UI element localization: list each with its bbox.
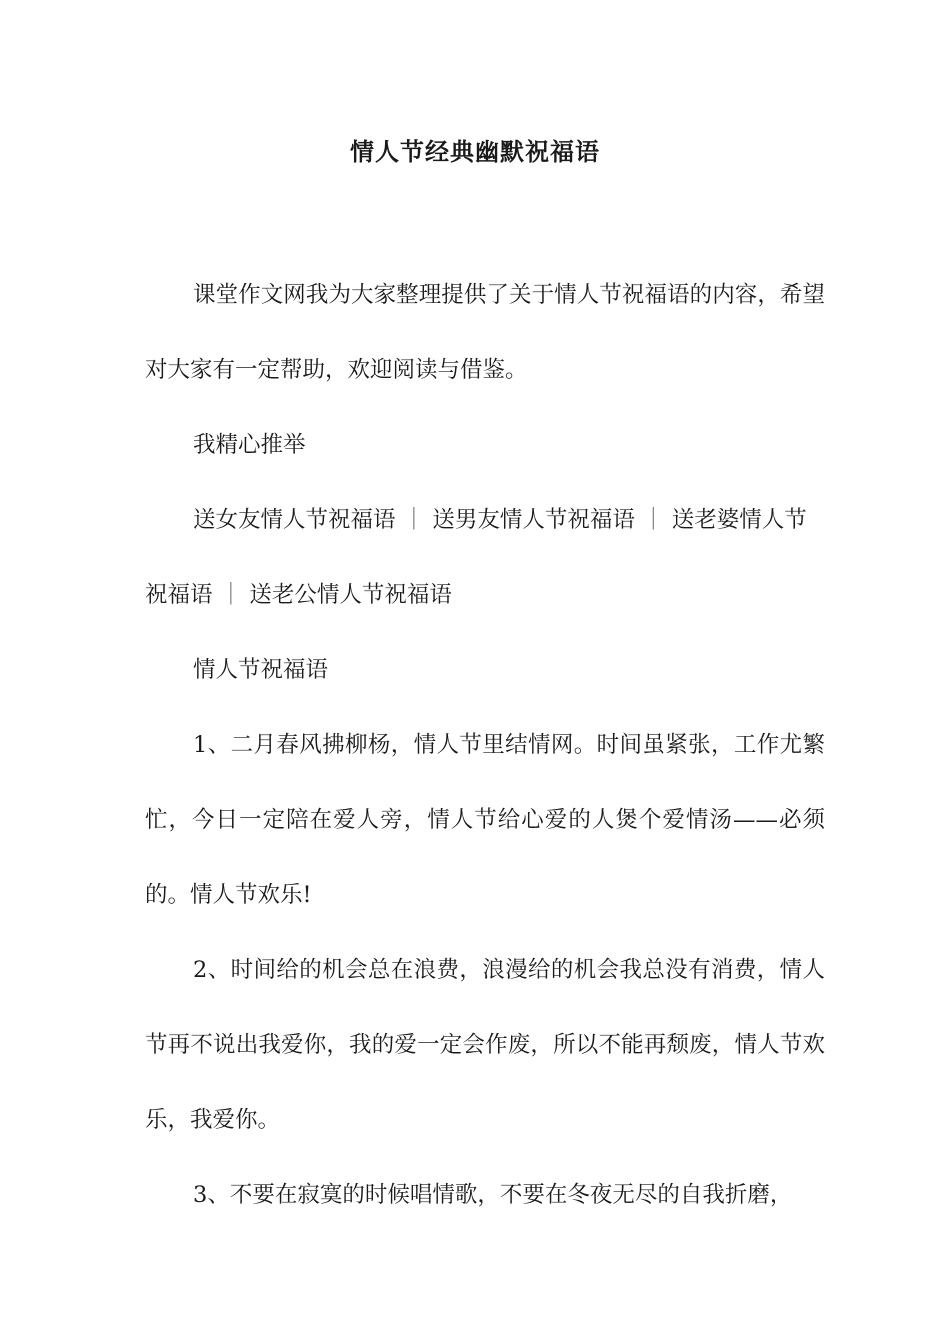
- document-title: 情人节经典幽默祝福语: [350, 137, 600, 166]
- link-boyfriend-wishes[interactable]: 送男友情人节祝福语: [432, 507, 635, 533]
- link-separator: ｜: [219, 582, 243, 608]
- link-wife-wishes[interactable]: 送老婆情人节祝福语: [145, 507, 807, 608]
- wish-item-1: 1、二月春风拂柳杨，情人节里结情网。时间虽紧张，工作尤繁忙，今日一定陪在爱人旁，情人节给心爱的人煲个爱情汤——必须的。情人节欢乐!: [145, 732, 825, 908]
- section-heading: 情人节祝福语: [193, 657, 329, 683]
- wish-item-2: 2、时间给的机会总在浪费，浪漫给的机会我总没有消费，情人节再不说出我爱你，我的爱一定会作废，所以不能再颓废，情人节欢乐，我爱你。: [145, 957, 825, 1133]
- link-girlfriend-wishes[interactable]: 送女友情人节祝福语: [193, 507, 396, 533]
- intro-paragraph: 课堂作文网我为大家整理提供了关于情人节祝福语的内容，希望对大家有一定帮助，欢迎阅读与借鉴。: [145, 282, 825, 383]
- wish-item-3: 3、不要在寂寞的时候唱情歌，不要在冬夜无尽的自我折磨，: [193, 1182, 793, 1208]
- document-body: [145, 258, 825, 1233]
- link-husband-wishes[interactable]: 送老公情人节祝福语: [249, 582, 452, 608]
- recommended-links: [145, 483, 825, 633]
- link-separator: ｜: [402, 507, 426, 533]
- link-separator: ｜: [642, 507, 665, 533]
- recommend-label: 我精心推举: [193, 432, 306, 458]
